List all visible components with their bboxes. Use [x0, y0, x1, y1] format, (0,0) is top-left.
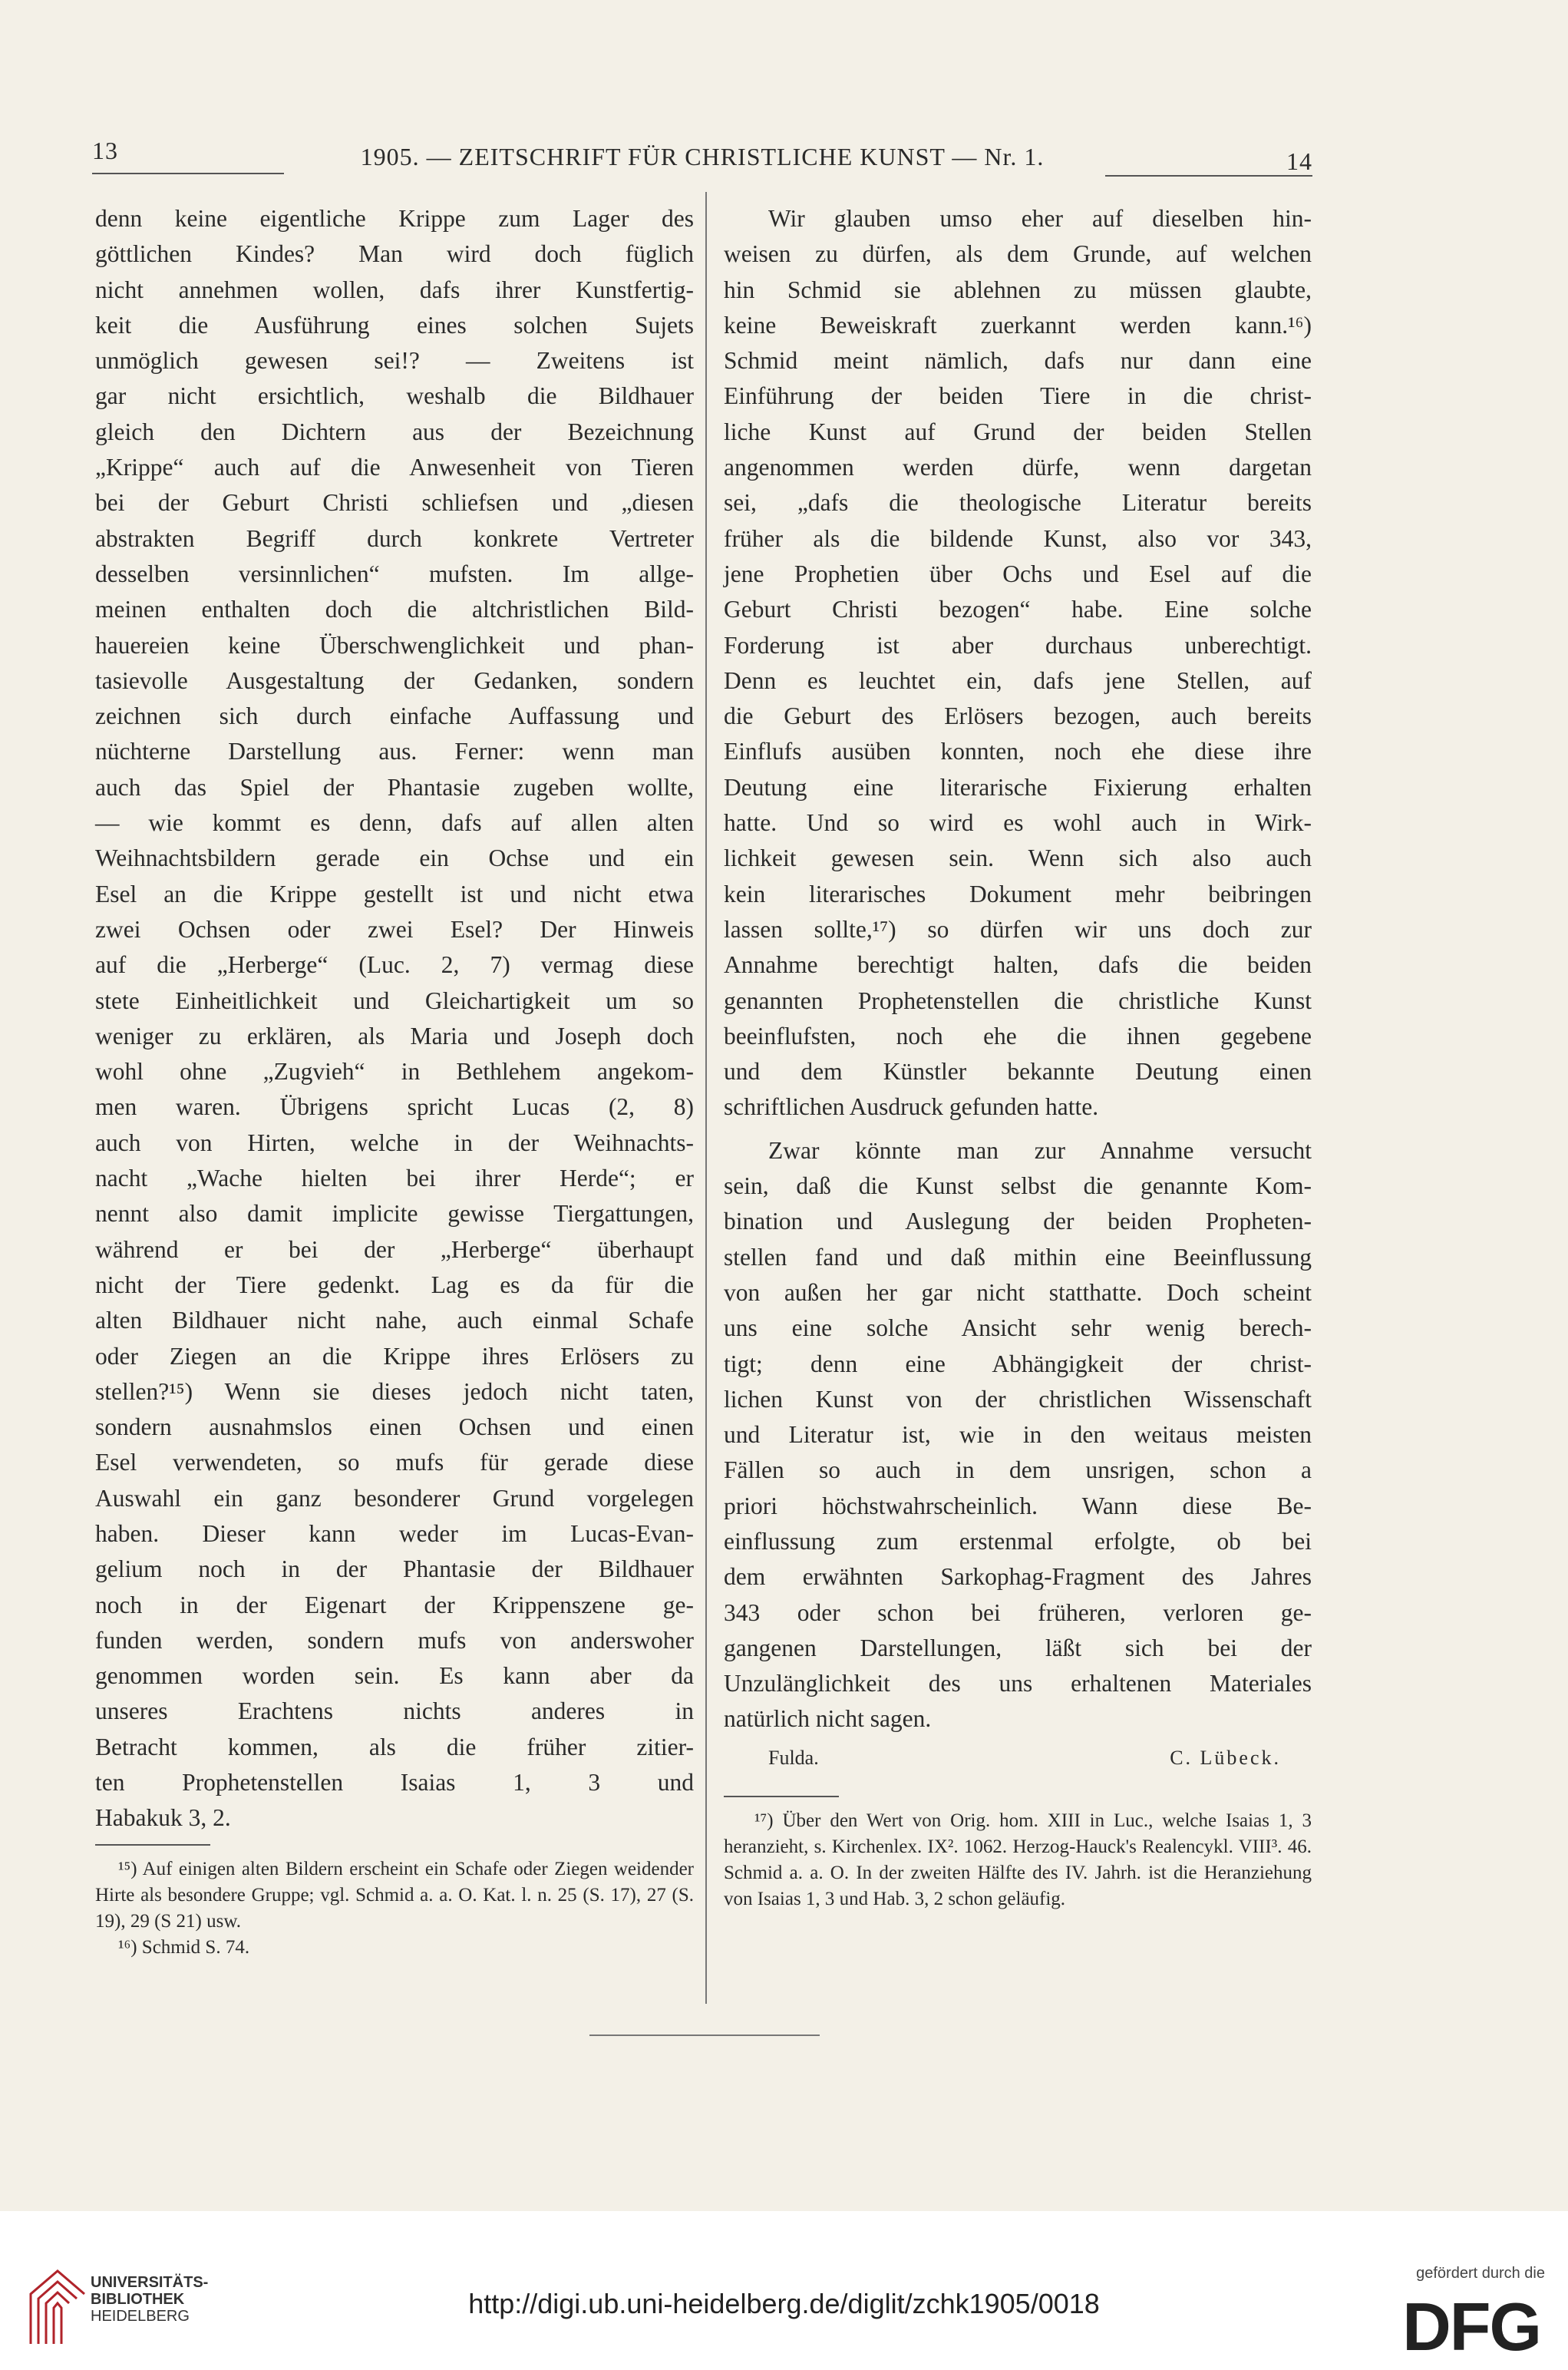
text-line: schriftlichen Ausdruck gefunden hatte. [724, 1093, 1099, 1121]
text-line: keit die Ausführung eines solchen Sujets [95, 311, 694, 339]
text-line: liche Kunst auf Grund der beiden Stellen [724, 418, 1312, 445]
text-line: beeinflufsten, noch ehe die ihnen gegebene [724, 1022, 1312, 1049]
text-line: genommen worden sein. Es kann aber da [95, 1662, 694, 1690]
text-line: die Geburt des Erlösers bezogen, auch bereits [724, 702, 1312, 730]
text-line: einflussung zum erstenmal erfolgte, ob bei [724, 1527, 1312, 1555]
signature-author: C. Lübeck. [1170, 1746, 1281, 1769]
footnote-15: ¹⁵) Auf einigen alten Bildern erscheint ein Schafe oder Ziegen weidender Hirte als besondere Gruppe; vgl. Schmid a. a. O. Kat. l. n. 25 (S. 17), 27 (S. 19), 29 (S 21) usw. [95, 1858, 694, 1932]
text-line: Deutung eine literarische Fixierung erhalten [724, 773, 1312, 801]
right-paragraph-2 [724, 1133, 1312, 1737]
text-line: gleich den Dichtern aus der Bezeichnung [95, 418, 694, 445]
text-line: „Krippe“ auch auf die Anwesenheit von Tieren [95, 454, 694, 481]
text-line: auch von Hirten, welche in der Weihnachts- [95, 1129, 694, 1156]
text-line: oder Ziegen an die Krippe ihres Erlösers zu [95, 1342, 694, 1370]
text-line: weisen zu dürfen, als dem Grunde, auf welchen [724, 240, 1312, 268]
text-line: zwei Ochsen oder zwei Esel? Der Hinweis [95, 915, 694, 943]
footnote-rule [724, 1796, 839, 1797]
text-line: und Literatur ist, wie in den weitaus meisten [724, 1421, 1312, 1449]
text-line: jene Prophetien über Ochs und Esel auf die [724, 560, 1312, 587]
text-line: und dem Künstler bekannte Deutung einen [724, 1058, 1312, 1086]
text-line: Habakuk 3, 2. [95, 1804, 231, 1832]
text-line: Schmid meint nämlich, dafs nur dann eine [724, 347, 1312, 375]
text-line: kein literarisches Dokument mehr beibringen [724, 880, 1312, 907]
text-line: stete Einheitlichkeit und Gleichartigkeit um so [95, 987, 694, 1014]
text-line: dem erwähnten Sarkophag-Fragment des Jahres [724, 1563, 1312, 1591]
text-line: Annahme berechtigt halten, dafs die beiden [724, 951, 1312, 979]
text-line: — wie kommt es denn, dafs auf allen alten [95, 809, 694, 837]
text-line: gar nicht ersichtlich, weshalb die Bildhauer [95, 382, 694, 410]
text-line: Forderung ist aber durchaus unberechtigt. [724, 631, 1312, 659]
text-line: 343 oder schon bei früheren, verloren ge- [724, 1598, 1312, 1626]
journal-title: 1905. — ZEITSCHRIFT FÜR CHRISTLICHE KUNST — Nr. 1. [360, 143, 1045, 170]
page-end-rule [589, 2034, 820, 2036]
text-line: alten Bildhauer nicht nahe, auch einmal Schafe [95, 1307, 694, 1334]
text-line: stellen?¹⁵) Wenn sie dieses jedoch nicht taten, [95, 1377, 694, 1405]
text-line: gangenen Darstellungen, läßt sich bei der [724, 1634, 1312, 1661]
column-divider [705, 192, 707, 2004]
text-line: während er bei der „Herberge“ überhaupt [95, 1235, 694, 1263]
signature [724, 1740, 1312, 1776]
text-line: nennt also damit implicite gewisse Tiergattungen, [95, 1200, 694, 1228]
header-rule-right [1105, 175, 1312, 177]
header-rule-left [92, 173, 284, 174]
library-line-3: HEIDELBERG [91, 2308, 190, 2325]
running-header [92, 137, 1312, 175]
text-line: sein, daß die Kunst selbst die genannte Kom- [724, 1172, 1312, 1200]
text-line: gelium noch in der Phantasie der Bildhauer [95, 1555, 694, 1583]
text-line: Wir glauben umso eher auf dieselben hin- [768, 205, 1312, 232]
right-column [724, 201, 1312, 1912]
text-line: Betracht kommen, als die früher zitier- [95, 1733, 694, 1760]
text-line: uns eine solche Ansicht sehr wenig berech- [724, 1314, 1312, 1342]
library-line-2: BIBLIOTHEK [91, 2291, 185, 2308]
library-line-1: UNIVERSITÄTS- [91, 2274, 209, 2291]
permalink[interactable]: http://digi.ub.uni-heidelberg.de/diglit/zchk1905/0018 [468, 2288, 1100, 2319]
text-line: sei, „dafs die theologische Literatur bereits [724, 489, 1312, 517]
text-line: nüchterne Darstellung aus. Ferner: wenn man [95, 738, 694, 765]
text-line: Einführung der beiden Tiere in die christ- [724, 382, 1312, 410]
text-line: bei der Geburt Christi schliefsen und „diesen [95, 489, 694, 517]
text-line: weniger zu erklären, als Maria und Joseph doch [95, 1022, 694, 1049]
text-line: Einflufs ausüben konnten, noch ehe diese ihre [724, 738, 1312, 765]
text-line: nacht „Wache hielten bei ihrer Herde“; er [95, 1165, 694, 1192]
signature-place: Fulda. [768, 1746, 819, 1769]
text-line: denn keine eigentliche Krippe zum Lager des [95, 205, 694, 232]
text-line: angenommen werden dürfe, wenn dargetan [724, 454, 1312, 481]
text-line: Esel verwendeten, so mufs für gerade diese [95, 1449, 694, 1476]
text-line: natürlich nicht sagen. [724, 1705, 932, 1733]
text-line: keine Beweiskraft zuerkannt werden kann.¹⁶) [724, 311, 1312, 339]
text-line: abstrakten Begriff durch konkrete Vertreter [95, 524, 694, 552]
footnote-rule [95, 1844, 210, 1846]
text-line: Esel an die Krippe gestellt ist und nicht etwa [95, 880, 694, 907]
text-line: stellen fand und daß mithin eine Beeinflussung [724, 1243, 1312, 1271]
text-line: Weihnachtsbildern gerade ein Ochse und ein [95, 845, 694, 872]
left-column-number: 13 [92, 137, 118, 164]
text-line: nicht der Tiere gedenkt. Lag es da für die [95, 1271, 694, 1298]
text-line: meinen enthalten doch die altchristlichen Bild- [95, 596, 694, 623]
text-line: lichkeit gewesen sein. Wenn sich also auch [724, 845, 1312, 872]
text-line: unmöglich gewesen sei!? — Zweitens ist [95, 347, 694, 375]
funding-caption: gefördert durch die [1416, 2265, 1545, 2282]
text-line: göttlichen Kindes? Man wird doch füglich [95, 240, 694, 268]
text-line: Denn es leuchtet ein, dafs jene Stellen, auf [724, 666, 1312, 694]
text-line: Zwar könnte man zur Annahme versucht [768, 1136, 1312, 1164]
text-line: unseres Erachtens nichts anderes in [95, 1697, 694, 1725]
text-line: men waren. Übrigens spricht Lucas (2, 8) [95, 1093, 694, 1121]
text-line: tasievolle Ausgestaltung der Gedanken, sondern [95, 666, 694, 694]
text-line: zeichnen sich durch einfache Auffassung und [95, 702, 694, 730]
left-column [95, 201, 694, 1961]
digitization-footer [0, 2211, 1568, 2370]
text-line: lassen sollte,¹⁷) so dürfen wir uns doch zur [724, 915, 1312, 943]
footnote-16: ¹⁶) Schmid S. 74. [118, 1936, 250, 1958]
text-line: desselben versinnlichen“ mufsten. Im allge- [95, 560, 694, 587]
dfg-logo: DFG [1402, 2289, 1540, 2365]
footnote-17: ¹⁷) Über den Wert von Orig. hom. XIII in Luc., welche Isaias 1, 3 heranzieht, s. Kirchenlex. IX². 1062. Herzog-Hauck's Realencykl. VIII³. 46. Schmid a. a. O. In der zweiten Hälfte des IV. Jahrh. ist die Heranziehung von Isaias 1, 3 und Hab. 3, 2 schon geläufig. [724, 1810, 1312, 1910]
left-body-text [95, 201, 694, 1836]
text-line: früher als die bildende Kunst, also vor 343, [724, 524, 1312, 552]
right-paragraph-1 [724, 201, 1312, 1126]
text-line: wohl ohne „Zugvieh“ in Bethlehem angekom- [95, 1058, 694, 1086]
text-line: sondern ausnahmslos einen Ochsen und einen [95, 1413, 694, 1441]
text-line: ten Prophetenstellen Isaias 1, 3 und [95, 1769, 694, 1797]
text-line: nicht annehmen wollen, dafs ihrer Kunstfertig- [95, 276, 694, 303]
text-line: bination und Auslegung der beiden Propheten- [724, 1208, 1312, 1235]
text-line: funden werden, sondern mufs von anderswoher [95, 1626, 694, 1654]
text-line: noch in der Eigenart der Krippenszene ge- [95, 1591, 694, 1618]
text-line: Fällen so auch in dem unsrigen, schon a [724, 1456, 1312, 1484]
right-column-number: 14 [1286, 147, 1312, 175]
text-line: hauereien keine Überschwenglichkeit und phan- [95, 631, 694, 659]
text-line: hin Schmid sie ablehnen zu müssen glaubte, [724, 276, 1312, 303]
text-line: Unzulänglichkeit des uns erhaltenen Materiales [724, 1670, 1312, 1697]
text-line: tigt; denn eine Abhängigkeit der christ- [724, 1350, 1312, 1377]
text-line: haben. Dieser kann weder im Lucas-Evan- [95, 1519, 694, 1547]
text-line: hatte. Und so wird es wohl auch in Wirk- [724, 809, 1312, 837]
text-line: auf die „Herberge“ (Luc. 2, 7) vermag diese [95, 951, 694, 979]
text-line: priori höchstwahrscheinlich. Wann diese Be- [724, 1492, 1312, 1519]
text-line: Auswahl ein ganz besonderer Grund vorgelegen [95, 1484, 694, 1512]
text-line: auch das Spiel der Phantasie zugeben wollte, [95, 773, 694, 801]
text-line: von außen her gar nicht statthatte. Doch scheint [724, 1278, 1312, 1306]
text-line: genannten Prophetenstellen die christliche Kunst [724, 987, 1312, 1014]
text-line: Geburt Christi bezogen“ habe. Eine solche [724, 596, 1312, 623]
text-line: lichen Kunst von der christlichen Wissenschaft [724, 1385, 1312, 1413]
